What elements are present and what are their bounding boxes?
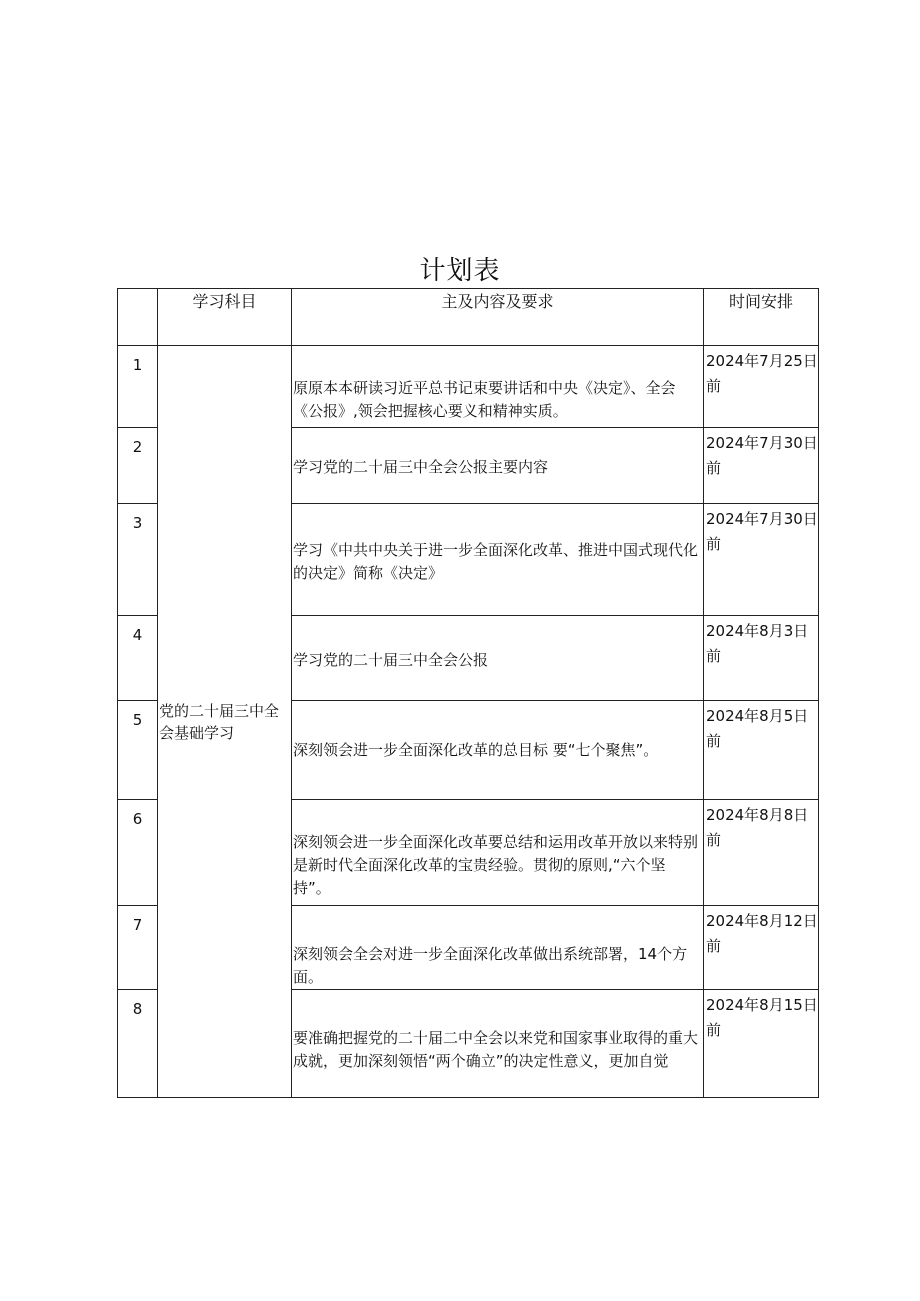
row-time: 2024年7月30日前 (706, 510, 818, 553)
header-time: 时间安排 (704, 289, 819, 346)
row-time: 2024年8月12日前 (706, 912, 818, 955)
row-number: 7 (132, 916, 143, 934)
row-content: 学习党的二十届三中全会公报 (293, 651, 489, 669)
row-time: 2024年8月5日前 (706, 707, 809, 750)
row-number: 2 (132, 438, 143, 456)
row-number: 3 (132, 514, 143, 532)
page-title: 计划表 (419, 256, 501, 286)
header-subject: 学习科目 (158, 289, 292, 346)
row-number: 8 (132, 1000, 143, 1018)
row-time: 2024年8月3日前 (706, 622, 809, 665)
row-time: 2024年7月30日前 (706, 434, 818, 477)
row-content: 深刻领会全会对进一步全面深化改革做出系统部署，14个方面。 (293, 945, 688, 986)
plan-table (117, 288, 819, 1098)
row-content: 深刻领会进一步全面深化改革的总目标 要“七个聚焦”。 (293, 741, 659, 759)
row-content: 学习党的二十届三中全会公报主要内容 (293, 458, 549, 476)
subject-cell: 党的二十届三中全会基础学习 (158, 346, 292, 1098)
header-num (118, 289, 158, 346)
table-header-row (118, 289, 819, 346)
row-content: 原原本本研读习近平总书记束要讲话和中央《决定》、全会《公报》,领会把握核心要义和精神实质。 (293, 379, 676, 420)
row-number: 5 (132, 711, 143, 729)
row-content: 学习《中共中央关于进一步全面深化改革、推进中国式现代化的决定》简称《决定》 (293, 541, 699, 582)
row-number: 4 (132, 626, 143, 644)
row-time: 2024年8月15日前 (706, 996, 818, 1039)
row-time: 2024年7月25日前 (706, 352, 818, 395)
row-number: 6 (132, 810, 143, 828)
row-content: 要准确把握党的二十届二中全会以来党和国家事业取得的重大成就，更加深刻领悟“两个确立”的决定性意义，更加自觉 (293, 1029, 699, 1070)
row-time: 2024年8月8日前 (706, 806, 809, 849)
row-number: 1 (132, 356, 143, 374)
header-content: 主及内容及要求 (292, 289, 704, 346)
table-row (118, 346, 819, 428)
row-content: 深刻领会进一步全面深化改革要总结和运用改革开放以来特别是新时代全面深化改革的宝贵经验。贯彻的原则,“六个坚持”。 (293, 833, 699, 897)
